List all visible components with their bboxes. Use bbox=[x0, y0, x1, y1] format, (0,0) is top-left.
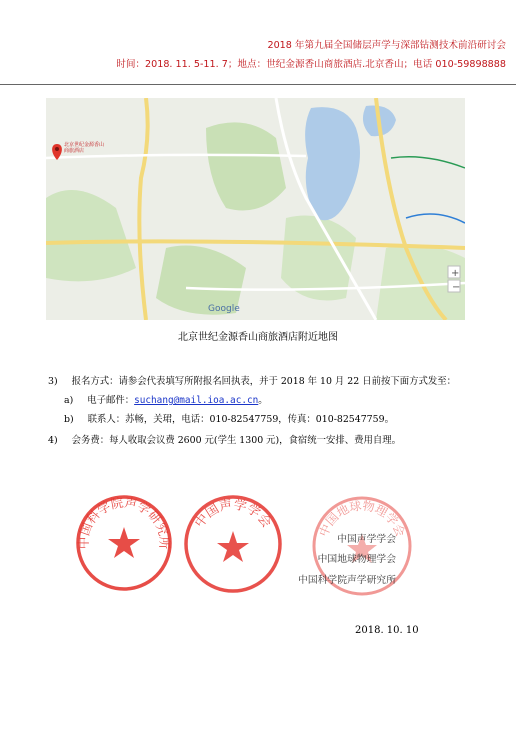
svg-text:中国声学学会: 中国声学学会 bbox=[192, 497, 274, 531]
org-acoustical-society: 中国声学学会 bbox=[337, 534, 396, 545]
item-b bbox=[64, 411, 394, 425]
email-link[interactable]: suchang@mail.ioa.ac.cn bbox=[134, 395, 259, 406]
map-graphic bbox=[46, 98, 465, 320]
map-provider-logo: Google bbox=[208, 304, 240, 314]
item-a-label: 电子邮件： bbox=[87, 395, 135, 406]
item-4-text: 会务费：每人收取会议费 2600 元(学生 1300 元)，食宿统一安排、费用自理。 bbox=[71, 435, 402, 446]
item-3 bbox=[48, 373, 456, 387]
signing-date: 2018. 10. 10 bbox=[355, 625, 419, 636]
item-b-number: b) bbox=[64, 414, 74, 425]
item-a-number: a) bbox=[64, 395, 74, 406]
svg-text:中国科学院声学研究所: 中国科学院声学研究所 bbox=[75, 494, 173, 550]
item-3-text: 报名方式：请参会代表填写所附报名回执表，并于 2018 年 10 月 22 日前按下面方式发至： bbox=[71, 376, 456, 387]
map-caption: 北京世纪金源香山商旅酒店附近地图 bbox=[178, 332, 338, 343]
item-a bbox=[64, 392, 268, 406]
location-map[interactable] bbox=[46, 98, 465, 320]
svg-text:−: − bbox=[452, 282, 461, 293]
header-rule bbox=[0, 84, 516, 85]
seal-ioa bbox=[74, 493, 174, 593]
item-3-number: 3) bbox=[48, 376, 58, 387]
svg-text:中国地球物理学会: 中国地球物理学会 bbox=[316, 498, 408, 539]
header-title: 2018 年第九届全国储层声学与深部钻测技术前沿研讨会 bbox=[267, 40, 506, 51]
item-4-number: 4) bbox=[48, 435, 58, 446]
header-info: 时间：2018. 11. 5-11. 7；地点：世纪金源香山商旅酒店.北京香山；电话 010-59898888 bbox=[116, 59, 506, 70]
item-b-text: 联系人：苏畅，关珺，电话：010-82547759，传真：010-82547759。 bbox=[87, 414, 394, 425]
item-a-end: 。 bbox=[258, 395, 268, 406]
item-4 bbox=[48, 432, 401, 446]
svg-text:+: + bbox=[451, 268, 460, 279]
org-geophysics-society: 中国地球物理学会 bbox=[317, 554, 396, 565]
seal-acoustical-society bbox=[182, 493, 284, 595]
map-pin-label: 北京世纪金源香山商旅酒店 bbox=[64, 142, 105, 154]
org-ioa: 中国科学院声学研究所 bbox=[298, 575, 396, 586]
